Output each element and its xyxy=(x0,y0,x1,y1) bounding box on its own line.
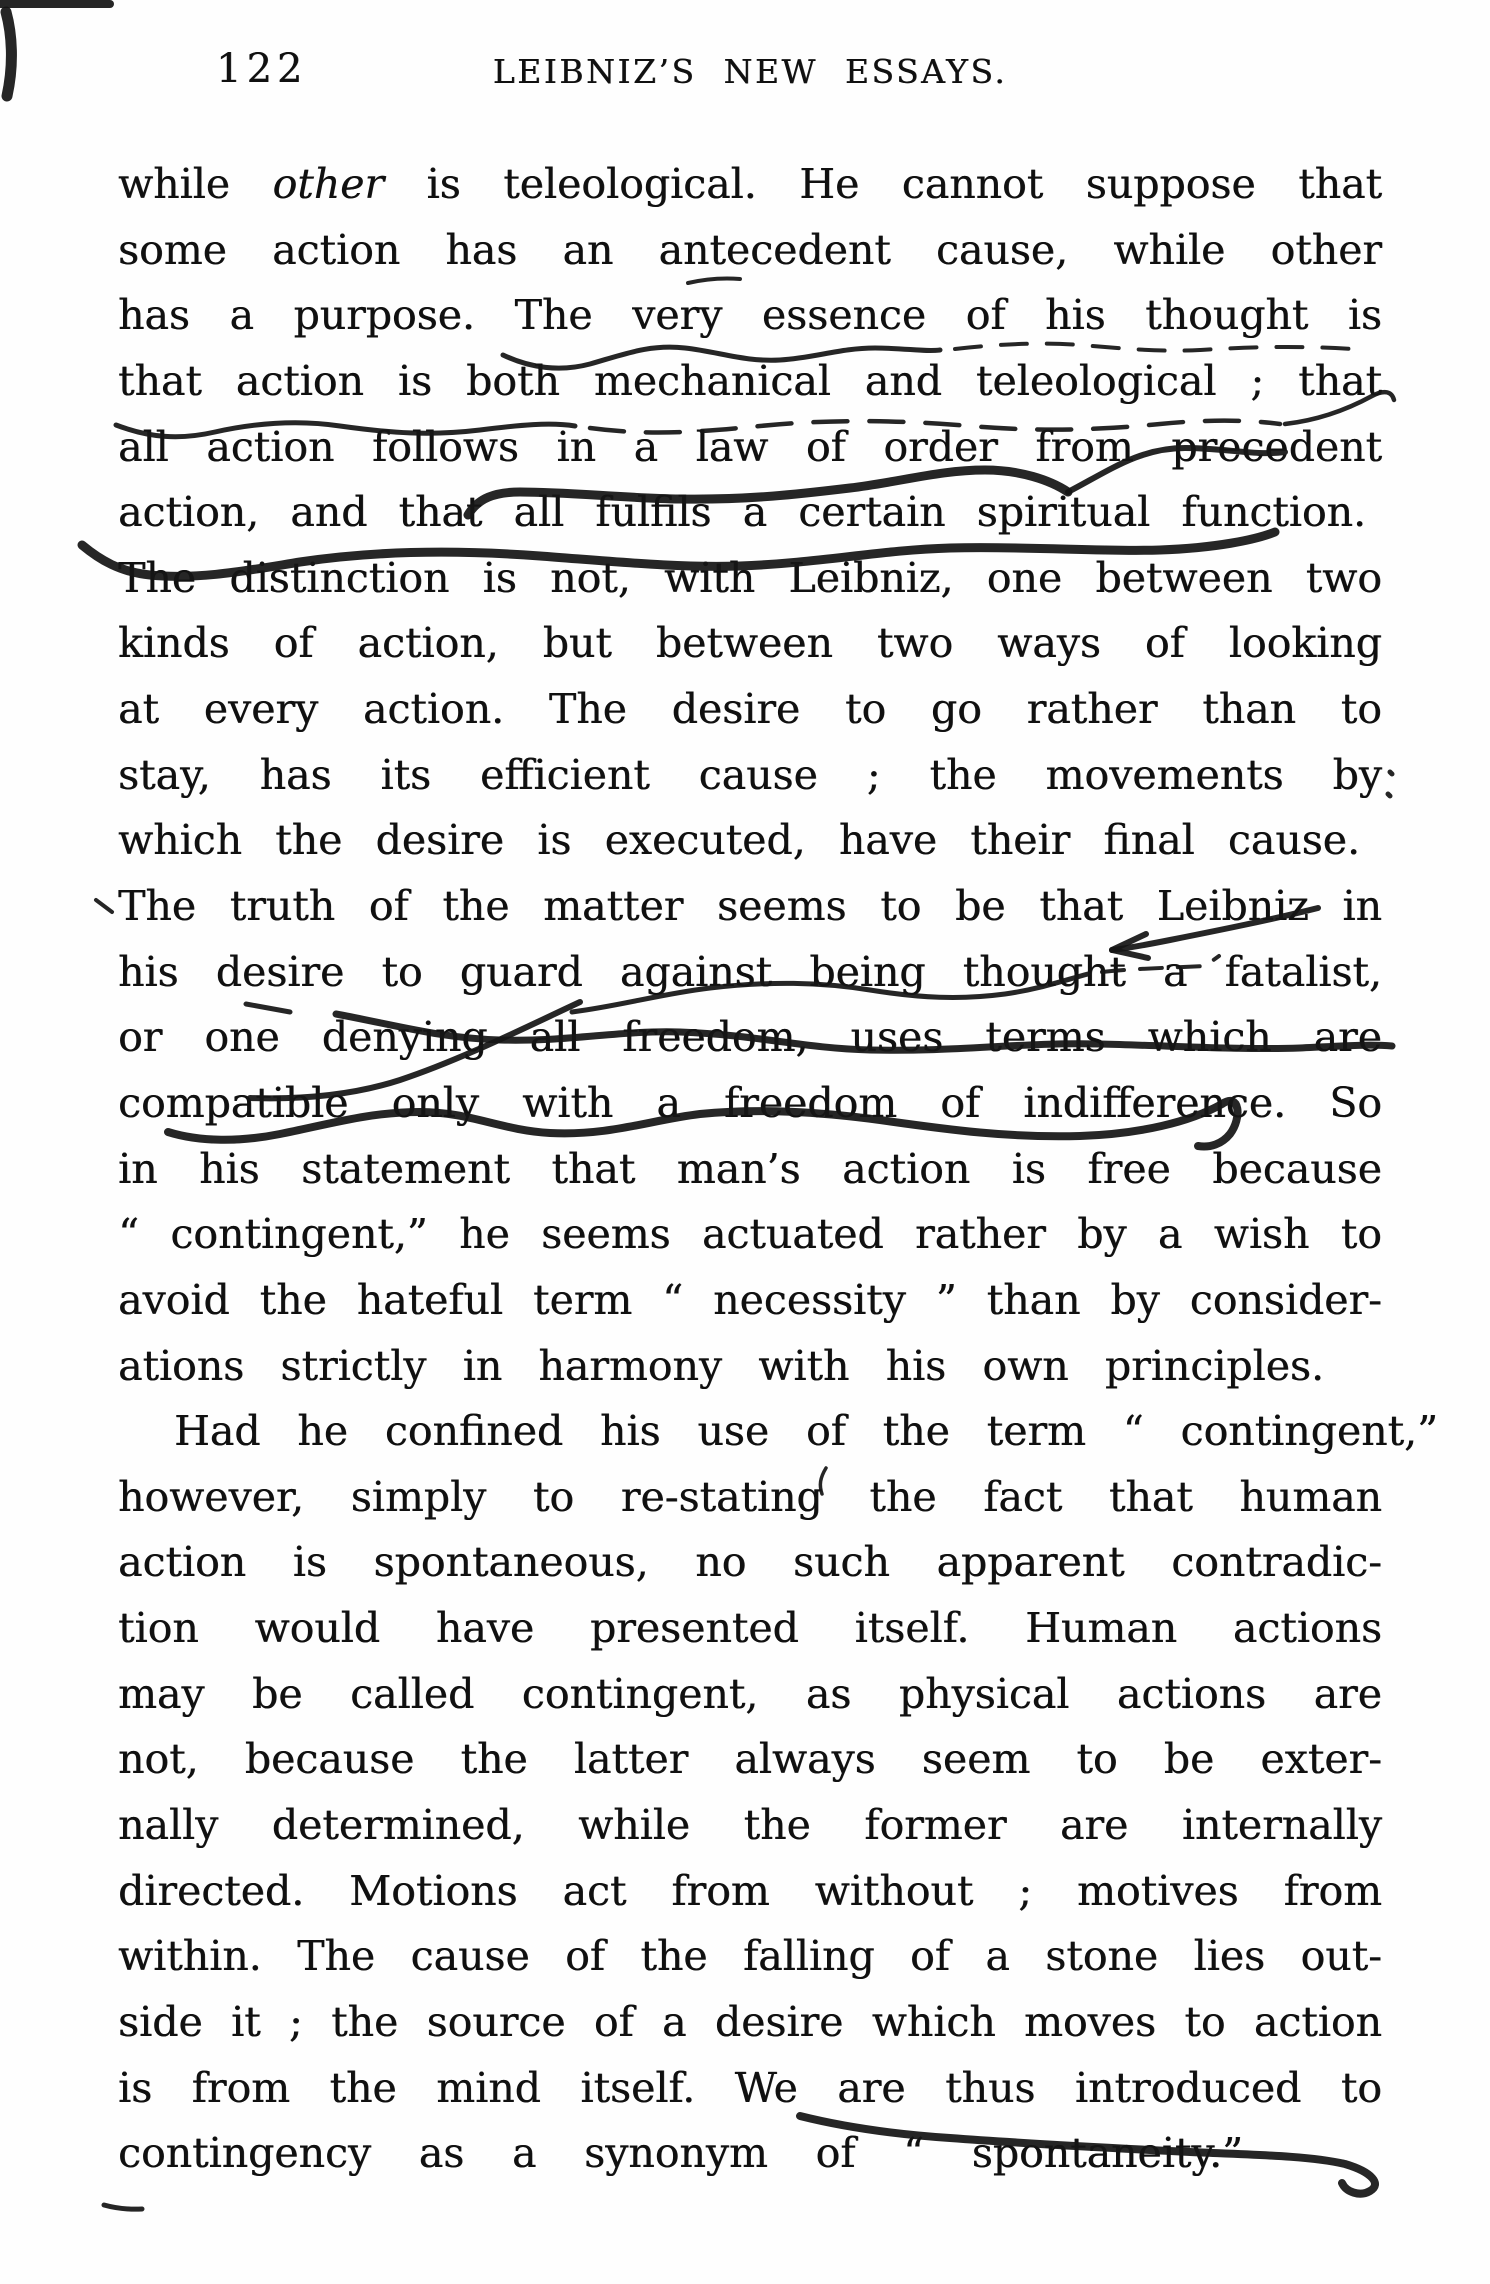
text-line: stay, has its efficient cause ; the movements by xyxy=(118,750,1382,799)
text-line: ations strictly in harmony with his own principles. xyxy=(118,1341,1324,1390)
page-header xyxy=(118,44,1382,104)
text-line: however, simply to re-stating the fact that human xyxy=(118,1472,1382,1521)
text-line: has a purpose. The very essence of his thought is xyxy=(118,291,1382,340)
text-line: his desire to guard against being thought a fatalist, xyxy=(118,947,1382,996)
text-line: in his statement that man’s action is free because xyxy=(118,1144,1382,1193)
text-line: while other is teleological. He cannot suppose that xyxy=(118,160,1382,208)
pen-mark-scan-edge-left-blob xyxy=(6,12,11,96)
text-line: directed. Motions act from without ; motives from xyxy=(118,1866,1382,1915)
text-line: The truth of the matter seems to be that Leibniz in xyxy=(118,882,1382,931)
text-line: compatible only with a freedom of indifference. So xyxy=(118,1078,1382,1127)
text-line: side it ; the source of a desire which moves to action xyxy=(118,1997,1382,2046)
text-line: that action is both mechanical and teleological ; that xyxy=(118,356,1382,405)
text-line: avoid the hateful term “ necessity ” than by consider- xyxy=(118,1275,1382,1324)
text-line: contingency as a synonym of “ spontaneity.” xyxy=(118,2129,1243,2178)
running-title: LEIBNIZ’S NEW ESSAYS. xyxy=(492,52,1008,91)
text-line: which the desire is executed, have their final cause. xyxy=(118,816,1360,865)
text-line: is from the mind itself. We are thus introduced to xyxy=(118,2063,1382,2112)
text-line: kinds of action, but between two ways of looking xyxy=(118,619,1382,668)
text-line: tion would have presented itself. Human actions xyxy=(118,1604,1382,1653)
text-line: some action has an antecedent cause, while other xyxy=(118,225,1382,274)
text-line: The distinction is not, with Leibniz, one between two xyxy=(118,553,1382,602)
text-line: nally determined, while the former are internally xyxy=(118,1801,1382,1850)
text-line: action is spontaneous, no such apparent contradic- xyxy=(118,1538,1382,1587)
body-text xyxy=(118,152,1438,2187)
pen-mark-tick-before-the-truth xyxy=(96,900,112,912)
text-line: not, because the latter always seem to be exter- xyxy=(118,1735,1382,1784)
pen-mark-bottom-left-dash xyxy=(104,2205,142,2209)
text-line: Had he confined his use of the term “ contingent,” xyxy=(174,1407,1438,1456)
text-line: at every action. The desire to go rather than to xyxy=(118,685,1382,734)
text-line: within. The cause of the falling of a stone lies out- xyxy=(118,1932,1382,1981)
pen-mark-speck-after-by-lower xyxy=(1388,794,1390,796)
text-line: may be called contingent, as physical actions are xyxy=(118,1669,1382,1718)
text-line: all action follows in a law of order from precedent xyxy=(118,422,1382,471)
pen-mark-speck-after-by-upper xyxy=(1390,772,1392,774)
text-line: “ contingent,” he seems actuated rather by a wish to xyxy=(118,1210,1382,1259)
page-number: 122 xyxy=(216,46,308,92)
text-line: action, and that all fulfils a certain spiritual function. xyxy=(118,488,1366,537)
text-line: or one denying all freedom, uses terms which are xyxy=(118,1013,1382,1062)
